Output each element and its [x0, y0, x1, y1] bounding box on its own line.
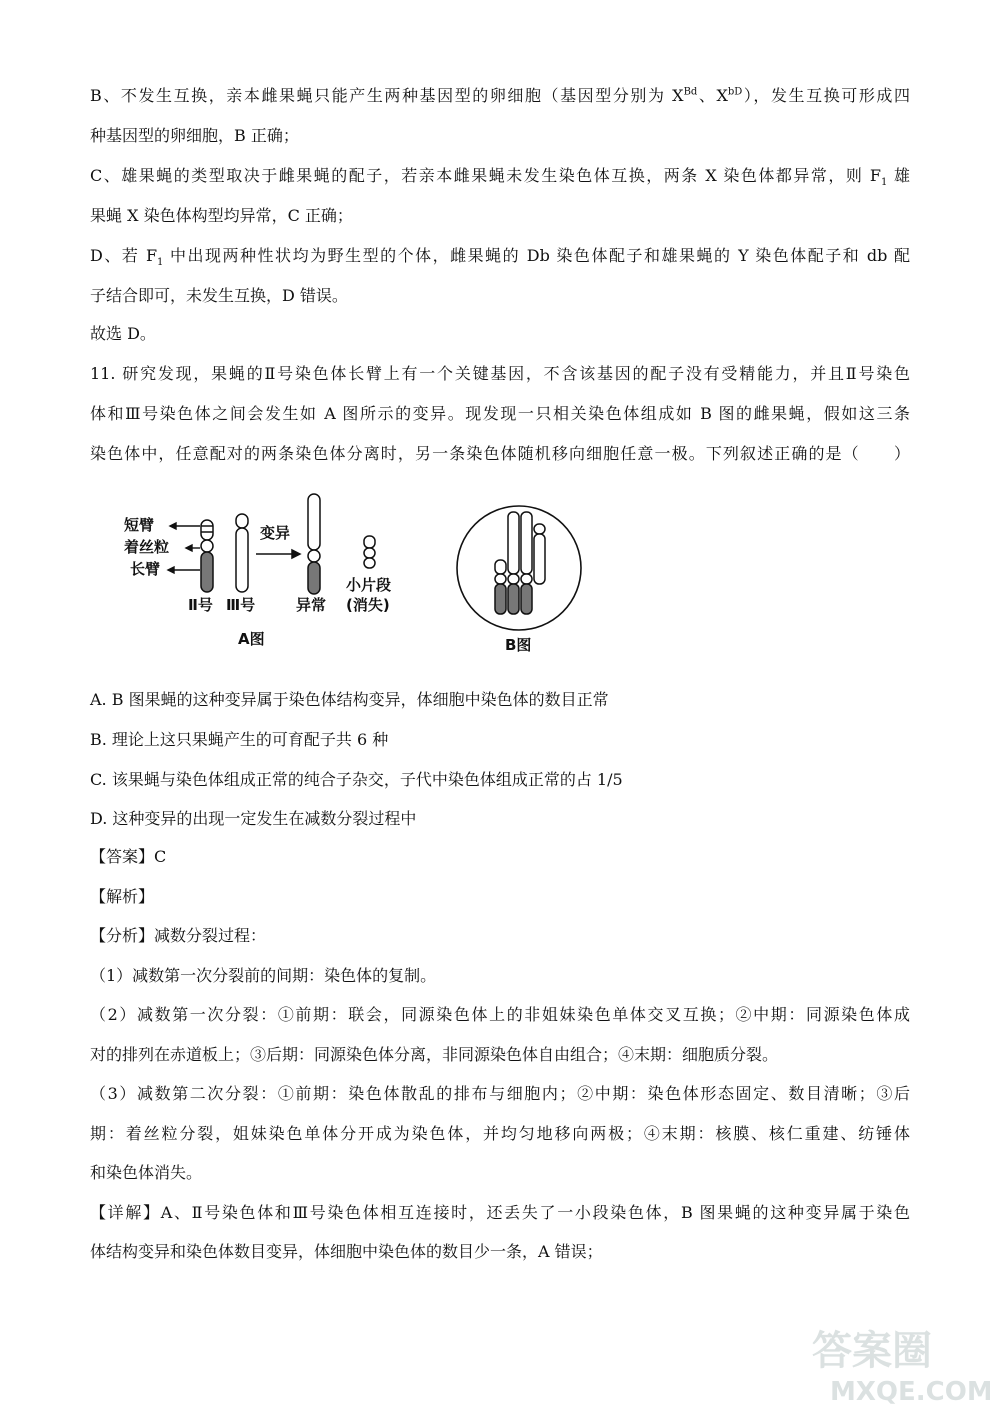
- option-d: D. 这种变异的出现一定发生在减数分裂过程中: [90, 809, 417, 828]
- text-line: 果蝇 X 染色体构型均异常，C 正确；: [90, 206, 353, 225]
- text-line: [90, 86, 910, 106]
- label-mutation: 变异: [260, 524, 291, 542]
- text-segment: 中出现两种性状均为野生型的个体，雌果蝇的 Db 染色体配子和雄果蝇的 Y 染色体配子和 db 配: [163, 246, 910, 265]
- analysis-intro: 【分析】减数分裂过程：: [90, 926, 267, 945]
- text-segment: D、若 F: [90, 246, 158, 265]
- chromosome-figure: [110, 488, 630, 658]
- text-line: [90, 246, 910, 269]
- step-2-cont: 对的排列在赤道板上；③后期：同源染色体分离，非同源染色体自由组合；④末期：细胞质分裂。: [90, 1045, 779, 1064]
- label-chr3: Ⅲ号: [226, 596, 256, 614]
- label-fragment-lost: (消失): [346, 596, 390, 614]
- step-2: （2）减数第一次分裂：①前期：联会，同源染色体上的非姐妹染色单体交叉互换；②中期：同源染色体成: [90, 1005, 910, 1024]
- question-text: 染色体中，任意配对的两条染色体分离时，另一条染色体随机移向细胞任意一极。下列叙述正确的是（ ）: [90, 444, 910, 463]
- label-abnormal: 异常: [296, 596, 327, 614]
- superscript: Bd: [683, 86, 698, 98]
- question-text: 体和Ⅲ号染色体之间会发生如 A 图所示的变异。现发现一只相关染色体组成如 B 图的雌果蝇，假如这三条: [90, 404, 910, 423]
- option-b: B. 理论上这只果蝇产生的可育配子共 6 种: [90, 730, 389, 749]
- analysis-heading: 【解析】: [90, 887, 155, 906]
- subscript: 1: [157, 257, 164, 269]
- step-3: （3）减数第二次分裂：①前期：染色体散乱的排布与细胞内；②中期：染色体形态固定、数目清晰；③后: [90, 1084, 910, 1103]
- abnormal-chromosome: [308, 494, 320, 594]
- mutation-arrow: [256, 550, 300, 558]
- step-1: （1）减数第一次分裂前的间期：染色体的复制。: [90, 966, 437, 985]
- option-a: A. B 图果蝇的这种变异属于染色体结构变异，体细胞中染色体的数目正常: [90, 690, 609, 709]
- text-line: 子结合即可，未发生互换，D 错误。: [90, 286, 348, 305]
- label-short-arm: 短臂: [124, 516, 155, 534]
- label-arrows: [168, 523, 200, 573]
- question-text: 11. 研究发现，果蝇的Ⅱ号染色体长臂上有一个关键基因，不含该基因的配子没有受精能力，并且Ⅱ号染色: [90, 364, 910, 383]
- caption-fig-a: A图: [238, 630, 265, 648]
- watermark-svg: [810, 1320, 990, 1410]
- watermark-logo: [810, 1320, 990, 1410]
- superscript: bD: [727, 86, 743, 98]
- label-long-arm: 长臂: [130, 560, 161, 578]
- step-3-end: 和染色体消失。: [90, 1163, 203, 1182]
- text-line: 故选 D。: [90, 324, 156, 343]
- watermark-domain: MXQE.COM: [830, 1377, 990, 1407]
- detail: 【详解】A、Ⅱ号染色体和Ⅲ号染色体相互连接时，还丢失了一小段染色体，B 图果蝇的这种变异属于染色: [90, 1203, 910, 1222]
- answer: 【答案】C: [90, 847, 167, 866]
- text-segment: 雄: [887, 166, 910, 185]
- chromosome-iii: [236, 514, 248, 592]
- caption-fig-b: B图: [505, 636, 532, 654]
- chromosome-ii: [201, 520, 213, 592]
- text-line: 种基因型的卵细胞，B 正确；: [90, 126, 299, 145]
- text-segment: C、雄果蝇的类型取决于雌果蝇的配子，若亲本雌果蝇未发生染色体互换，两条 X 染色体都异常，则 F: [90, 166, 882, 185]
- text-segment: ），发生互换可形成四: [742, 86, 910, 105]
- step-3-cont: 期：着丝粒分裂，姐妹染色单体分开成为染色体，并均匀地移向两极；④末期：核膜、核仁重建、纺锤体: [90, 1124, 910, 1143]
- text-line: [90, 166, 910, 189]
- label-centromere: 着丝粒: [124, 538, 170, 556]
- label-chr2: Ⅱ号: [188, 596, 213, 614]
- text-segment: 、X: [697, 86, 728, 105]
- text-segment: B、不发生互换，亲本雌果蝇只能产生两种基因型的卵细胞（基因型分别为 X: [90, 86, 684, 105]
- watermark-text: 答案圈: [812, 1328, 932, 1374]
- figure-svg: [110, 488, 630, 658]
- option-c: C. 该果蝇与染色体组成正常的纯合子杂交，子代中染色体组成正常的占 1/5: [90, 770, 623, 789]
- subscript: 1: [881, 177, 888, 189]
- label-fragment: 小片段: [346, 576, 392, 594]
- detail-cont: 体结构变异和染色体数目变异，体细胞中染色体的数目少一条，A 错误；: [90, 1242, 603, 1261]
- small-fragment: [364, 536, 375, 568]
